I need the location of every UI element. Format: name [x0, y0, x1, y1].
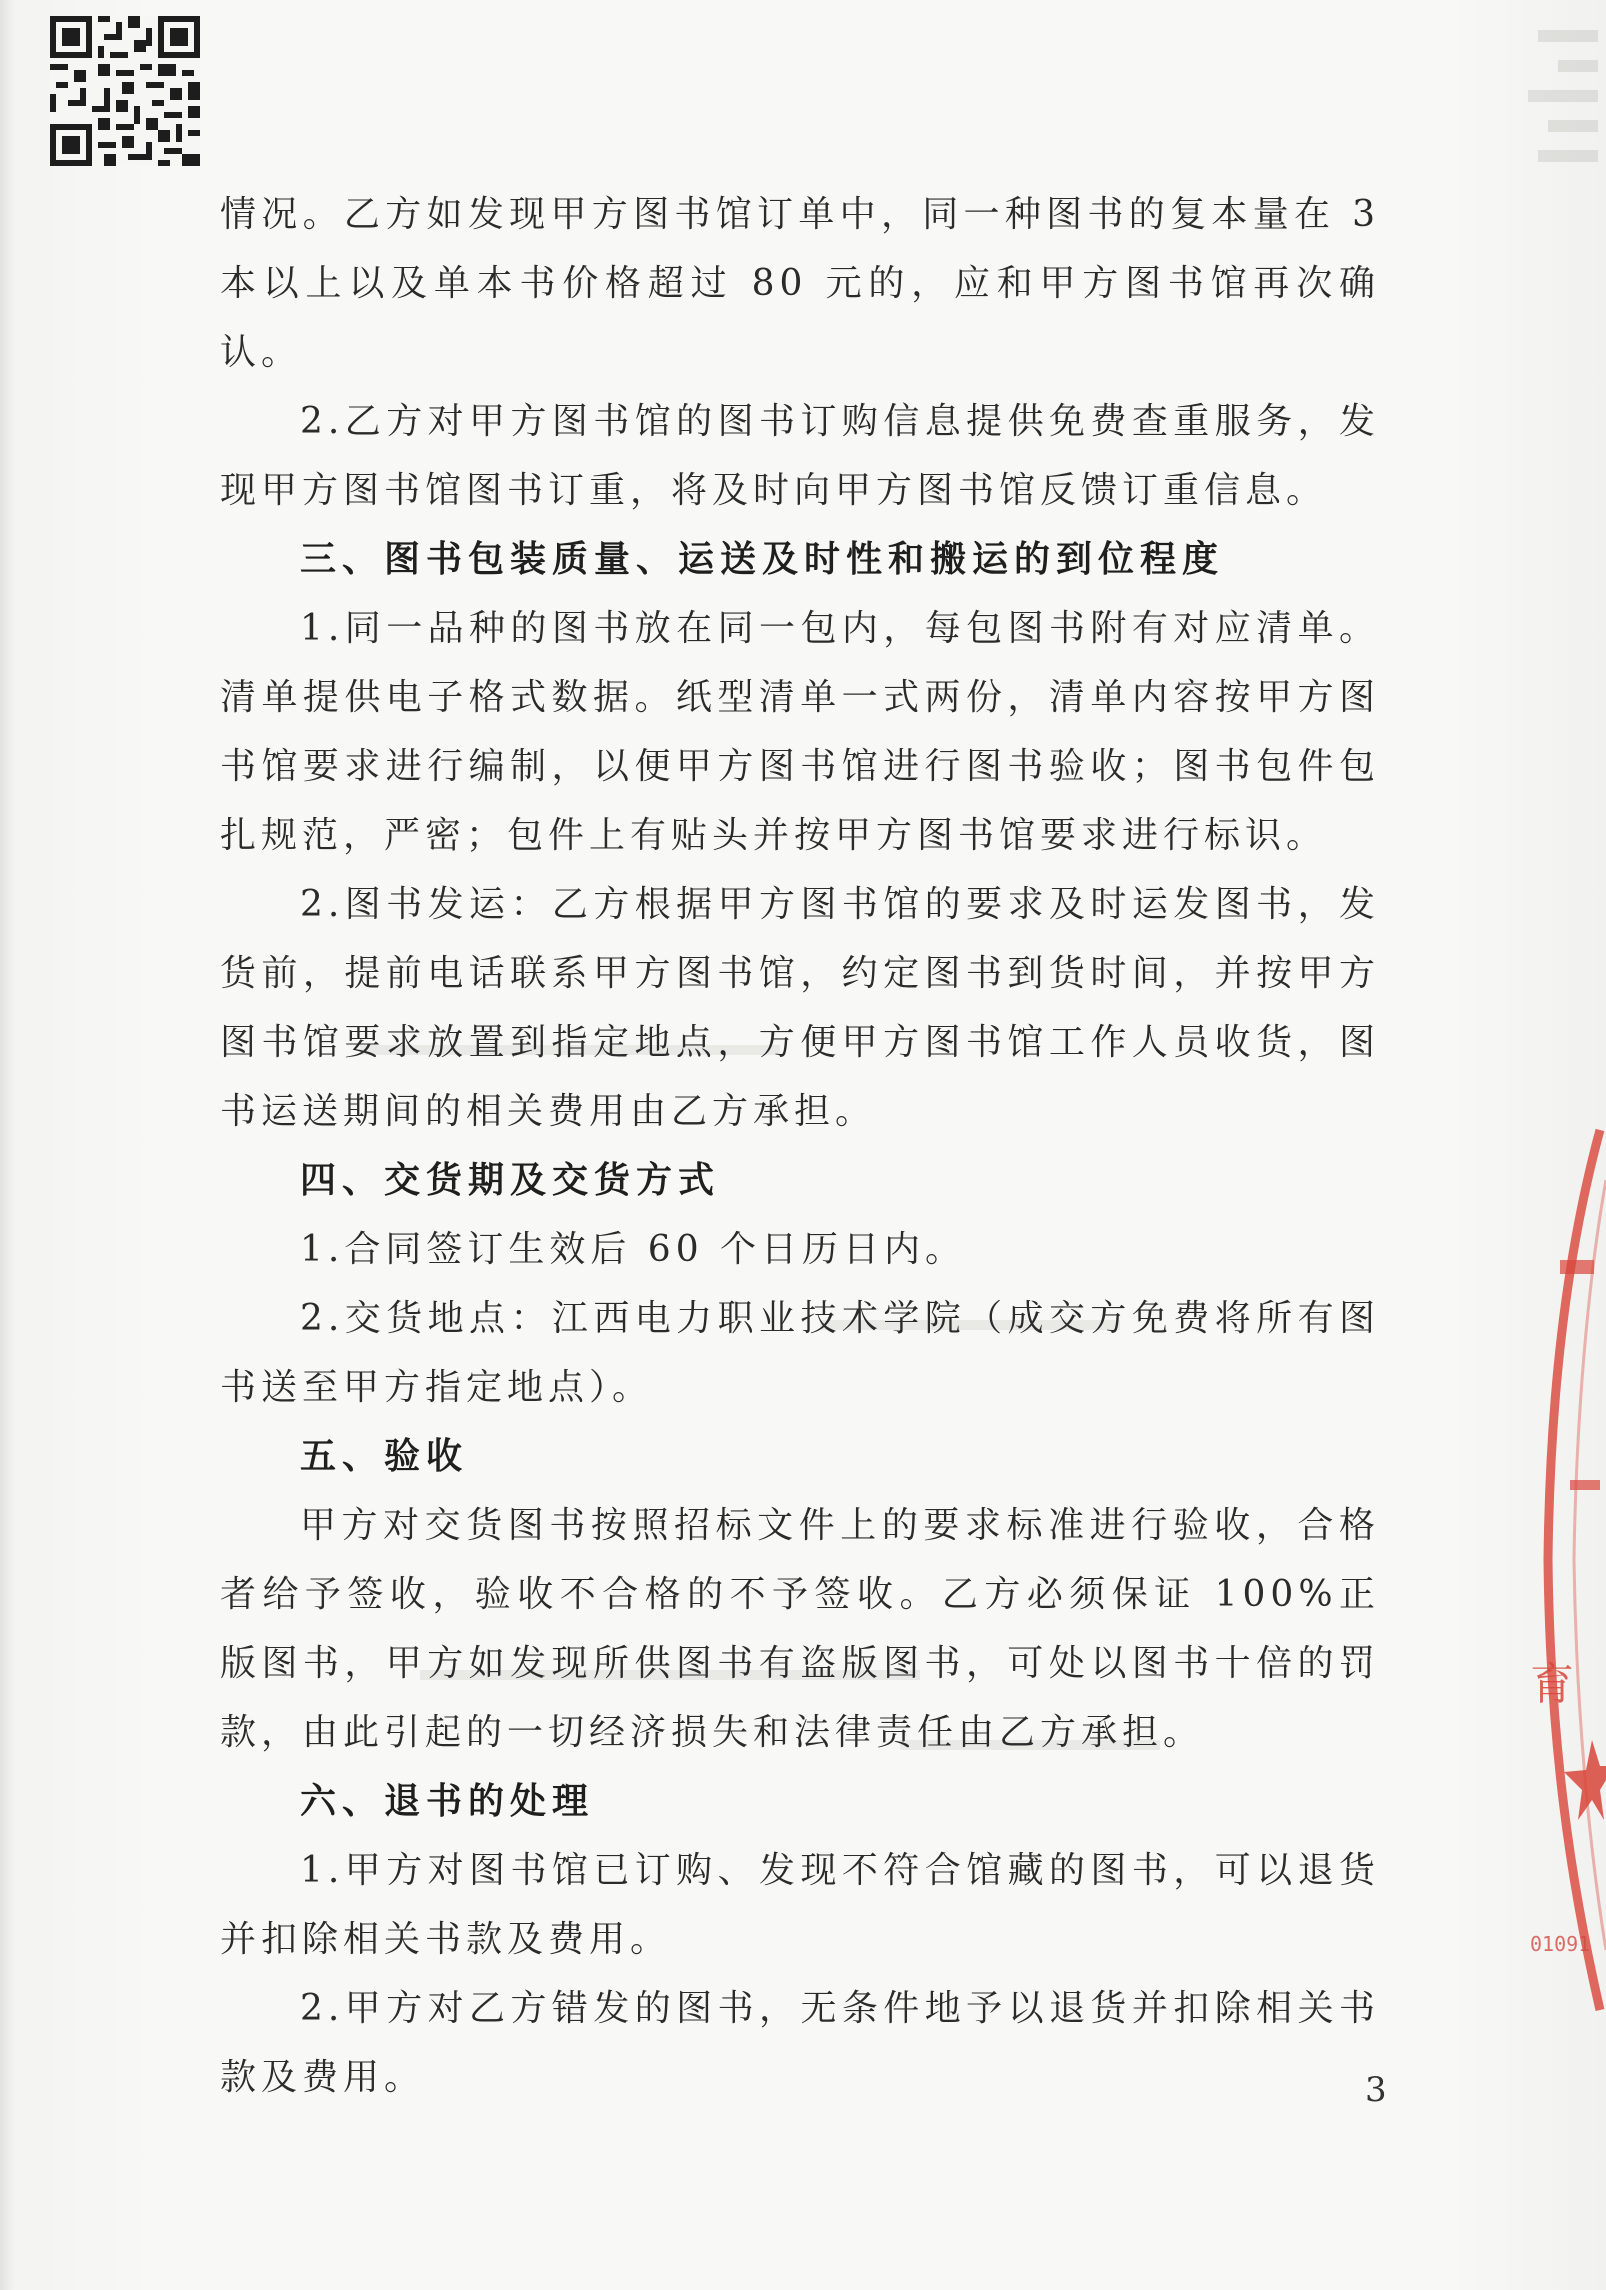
body-paragraph: 1.甲方对图书馆已订购、发现不符合馆藏的图书，可以退货并扣除相关书款及费用。	[220, 1850, 1380, 1960]
body-paragraph: 1.合同签订生效后 60 个日历日内。	[300, 1229, 967, 1270]
body-paragraph: 情况。乙方如发现甲方图书馆订单中，同一种图书的复本量在 3 本以上以及单本书价格超过 80 元的，应和甲方图书馆再次确认。	[220, 194, 1380, 373]
page-number: 3	[1365, 2070, 1387, 2110]
official-seal	[1530, 1120, 1606, 2020]
section-heading: 四、交货期及交货方式	[300, 1160, 721, 1201]
section-heading: 六、退书的处理	[300, 1781, 595, 1822]
seal-text: 育	[1530, 1659, 1574, 1710]
scan-edge	[0, 0, 14, 2290]
body-paragraph: 2.甲方对乙方错发的图书，无条件地予以退货并扣除相关书款及费用。	[220, 1988, 1380, 2098]
body-paragraph: 2.乙方对甲方图书馆的图书订购信息提供免费查重服务，发现甲方图书馆图书订重，将及时向甲方图书馆反馈订重信息。	[220, 401, 1380, 511]
document-body	[220, 180, 1380, 2112]
body-paragraph: 1.同一品种的图书放在同一包内，每包图书附有对应清单。清单提供电子格式数据。纸型清单一式两份，清单内容按甲方图书馆要求进行编制，以便甲方图书馆进行图书验收；图书包件包扎规范，严密；包件上有贴头并按甲方图书馆要求进行标识。	[220, 608, 1380, 856]
body-paragraph: 2.交货地点：江西电力职业技术学院（成交方免费将所有图书送至甲方指定地点）。	[220, 1298, 1380, 1408]
section-heading: 五、验收	[300, 1436, 469, 1477]
qr-code-icon	[50, 16, 200, 166]
header-watermark	[1486, 20, 1606, 180]
section-heading: 三、图书包装质量、运送及时性和搬运的到位程度	[300, 539, 1225, 580]
body-paragraph: 2.图书发运：乙方根据甲方图书馆的要求及时运发图书，发货前，提前电话联系甲方图书馆，约定图书到货时间，并按甲方图书馆要求放置到指定地点，方便甲方图书馆工作人员收货，图书运送期间的相关费用由乙方承担。	[220, 884, 1380, 1132]
seal-digits: 01091	[1530, 1932, 1591, 1956]
body-paragraph: 甲方对交货图书按照招标文件上的要求标准进行验收，合格者给予签收，验收不合格的不予签收。乙方必须保证 100%正版图书，甲方如发现所供图书有盗版图书，可处以图书十倍的罚款，由此引起的一切经济损失和法律责任由乙方承担。	[220, 1505, 1380, 1753]
seal-star-icon	[1564, 1740, 1606, 1820]
